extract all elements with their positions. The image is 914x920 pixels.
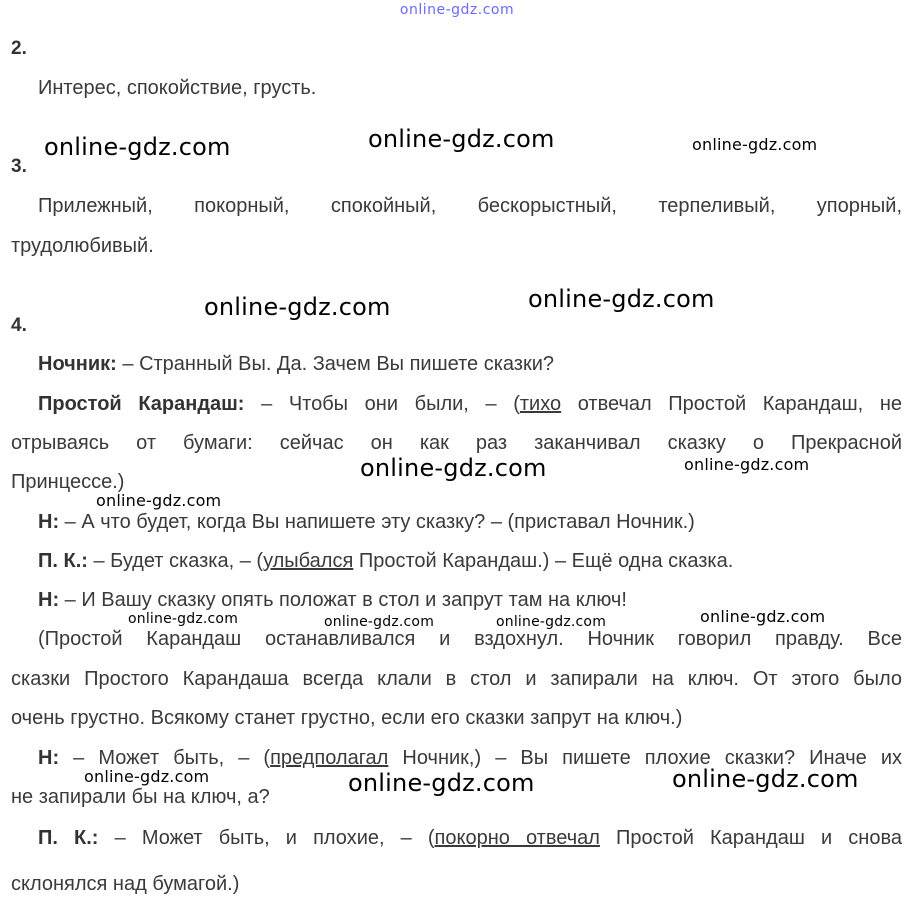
line-text: – И Вашу сказку опять положат в стол и запрут там на ключ! <box>59 589 627 611</box>
underlined-word: покорно отвечал <box>434 827 600 849</box>
watermark: online-gdz.com <box>684 455 810 474</box>
watermark: online-gdz.com <box>348 769 535 797</box>
dialogue-line-14: склонялся над бумагой.) <box>11 873 240 895</box>
line-text: отвечал Простой Карандаш, не <box>561 393 902 415</box>
dialogue-line-13 <box>38 826 902 850</box>
line-text: – Чтобы они были, – ( <box>244 393 520 415</box>
dialogue-line-10: очень грустно. Всякому станет грустно, если его сказки запрут на ключ.) <box>11 707 683 729</box>
dialogue-line-5 <box>38 510 695 534</box>
line-text: – Может быть, и плохие, – ( <box>98 827 435 849</box>
line-text: – А что будет, когда Вы напишете эту сказку? – (приставал Ночник.) <box>59 511 695 533</box>
dialogue-line-1 <box>38 352 554 376</box>
dialogue-line-9: сказки Простого Карандаша всегда клали в стол и запирали на ключ. От этого было <box>11 668 902 690</box>
section-3-line-1: Прилежный, покорный, спокойный, бескорыстный, терпеливый, упорный, <box>38 195 902 217</box>
section-number-2: 2. <box>11 38 27 59</box>
watermark: online-gdz.com <box>672 765 859 793</box>
watermark: online-gdz.com <box>128 611 239 627</box>
dialogue-line-2 <box>38 392 902 416</box>
speaker-label: Н: <box>38 511 60 533</box>
watermark: online-gdz.com <box>368 125 555 153</box>
underlined-word: улыбался <box>263 550 354 572</box>
speaker-label: Простой Карандаш: <box>38 393 245 415</box>
watermark: online-gdz.com <box>692 135 818 154</box>
dialogue-line-7 <box>38 588 627 612</box>
speaker-label: Ночник: <box>38 353 117 375</box>
section-number-4: 4. <box>11 315 27 336</box>
line-text: – Может быть, – ( <box>59 747 271 769</box>
underlined-word: тихо <box>519 393 562 415</box>
section-3-line-2: трудолюбивый. <box>11 235 154 257</box>
watermark: online-gdz.com <box>96 491 222 510</box>
underlined-word: предполагал <box>270 747 389 769</box>
dialogue-line-8: (Простой Карандаш останавливался и вздохнул. Ночник говорил правду. Все <box>38 628 902 650</box>
dialogue-line-12: не запирали бы на ключ, а? <box>11 786 270 808</box>
line-text: – Странный Вы. Да. Зачем Вы пишете сказки? <box>116 353 555 375</box>
watermark: online-gdz.com <box>324 614 435 630</box>
speaker-label: Н: <box>38 747 60 769</box>
top-watermark: online-gdz.com <box>399 2 515 18</box>
line-text: Простой Карандаш.) – Ещё одна сказка. <box>353 550 734 572</box>
speaker-label: П. К.: <box>38 550 88 572</box>
watermark: online-gdz.com <box>360 454 547 482</box>
section-number-3: 3. <box>11 156 27 177</box>
watermark: online-gdz.com <box>700 607 826 626</box>
watermark: online-gdz.com <box>84 767 210 786</box>
watermark: online-gdz.com <box>496 614 607 630</box>
speaker-label: Н: <box>38 589 60 611</box>
watermark: online-gdz.com <box>204 293 391 321</box>
speaker-label: П. К.: <box>38 827 99 849</box>
watermark: online-gdz.com <box>44 133 231 161</box>
dialogue-line-6 <box>38 549 733 573</box>
watermark: online-gdz.com <box>528 285 715 313</box>
dialogue-line-3: отрываясь от бумаги: сейчас он как раз заканчивал сказку о Прекрасной <box>11 432 902 454</box>
line-text: – Будет сказка, – ( <box>87 550 264 572</box>
line-text: Ночник,) – Вы пишете плохие сказки? Иначе их <box>388 747 903 769</box>
section-2-answer: Интерес, спокойствие, грусть. <box>38 77 317 99</box>
line-text: Простой Карандаш и снова <box>599 827 902 849</box>
dialogue-line-4: Принцессе.) <box>11 471 125 493</box>
